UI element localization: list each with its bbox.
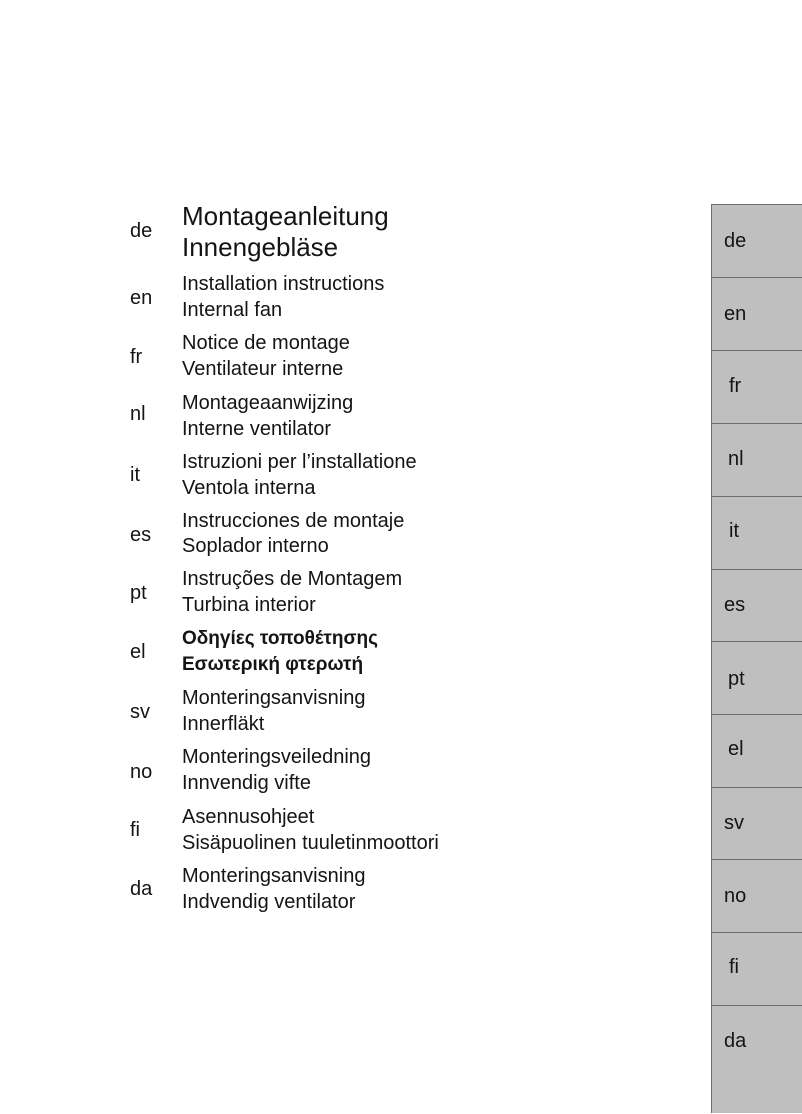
entry-subtitle: Interne ventilator	[182, 418, 331, 440]
language-tab-rail	[711, 204, 802, 1113]
tab-label: en	[724, 303, 747, 325]
tab-label: es	[724, 594, 746, 616]
entry-subtitle: Internal fan	[182, 299, 283, 321]
entry-subtitle: Sisäpuolinen tuuletinmoottori	[182, 832, 439, 854]
tab-fi[interactable]	[712, 933, 802, 1006]
entry-title: Montageanleitung	[182, 201, 389, 231]
entry-title: Monteringsveiledning	[182, 746, 372, 768]
entry-subtitle: Turbina interior	[182, 594, 316, 616]
entry-title: Installation instructions	[182, 273, 385, 295]
entry-title: Asennusohjeet	[182, 806, 315, 828]
tab-label: it	[729, 520, 739, 542]
tab-it[interactable]	[712, 497, 802, 570]
entry-title: Instrucciones de montaje	[182, 510, 405, 532]
entry-subtitle: Ventilateur interne	[182, 358, 344, 380]
language-code: fi	[130, 819, 140, 841]
entry-subtitle: Innvendig vifte	[182, 772, 311, 794]
tab-label: no	[724, 885, 747, 907]
tab-es[interactable]	[712, 570, 802, 642]
entry-title: Monteringsanvisning	[182, 687, 366, 709]
tab-label: pt	[728, 668, 745, 690]
language-code: el	[130, 641, 146, 663]
language-code: fr	[130, 346, 143, 368]
entry-subtitle: Innerfläkt	[182, 713, 265, 735]
entry-subtitle: Innengebläse	[182, 232, 339, 262]
language-code: it	[130, 464, 140, 486]
tab-label: da	[724, 1030, 747, 1052]
tab-da[interactable]	[712, 1006, 802, 1114]
tab-el[interactable]	[712, 715, 802, 788]
language-code: es	[130, 524, 152, 546]
entry-subtitle: Ventola interna	[182, 477, 316, 499]
tab-label: fi	[729, 956, 739, 978]
language-code: de	[130, 220, 153, 242]
tab-nl[interactable]	[712, 424, 802, 497]
entry-title: Istruzioni per l’installatione	[182, 451, 417, 473]
tab-label: el	[728, 738, 744, 760]
language-code: sv	[130, 701, 150, 723]
language-code: en	[130, 287, 153, 309]
tab-fr[interactable]	[712, 351, 802, 424]
entry-title: Monteringsanvisning	[182, 865, 366, 887]
tab-de[interactable]	[712, 205, 802, 278]
entry-title: Notice de montage	[182, 332, 350, 354]
tab-label: de	[724, 230, 747, 252]
tab-sv[interactable]	[712, 788, 802, 860]
tab-en[interactable]	[712, 278, 802, 351]
entry-title: Montageaanwijzing	[182, 392, 354, 414]
entry-title: Instruções de Montagem	[182, 568, 403, 590]
entry-title: Οδηγίες τοποθέτησης	[182, 628, 378, 649]
tab-no[interactable]	[712, 860, 802, 933]
entry-subtitle: Soplador interno	[182, 535, 329, 557]
language-code: da	[130, 878, 153, 900]
language-code: pt	[130, 582, 147, 604]
tab-label: fr	[729, 375, 742, 397]
entry-subtitle: Indvendig ventilator	[182, 891, 356, 913]
tab-pt[interactable]	[712, 642, 802, 715]
entry-subtitle: Εσωτερική φτερωτή	[182, 654, 364, 675]
language-code: nl	[130, 403, 146, 425]
tab-label: nl	[728, 448, 744, 470]
tab-label: sv	[724, 812, 744, 834]
language-code: no	[130, 761, 153, 783]
